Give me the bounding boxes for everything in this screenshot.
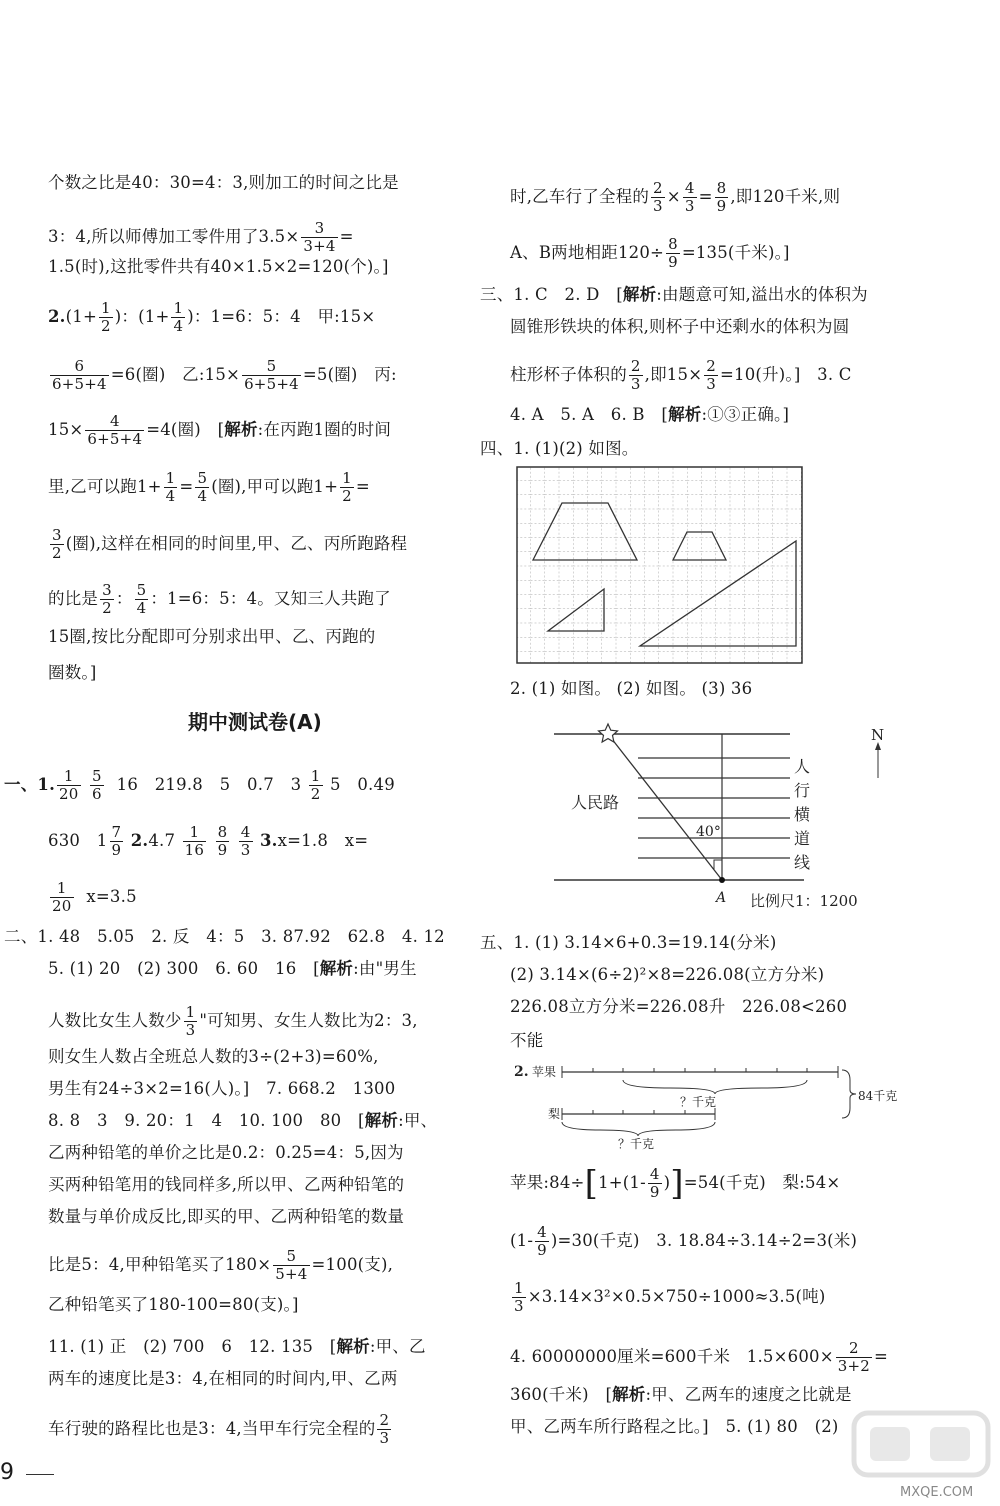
text-line: 15圈,按比分配即可分别求出甲、乙、丙跑的 [48,627,376,646]
fraction: $\frac{5}{5+4}$ [275,1247,308,1283]
fraction: $\frac{4}{6+5+4}$ [87,412,143,448]
text-line: 8. 8 3 9. 20：1 4 10. 100 80 [解析:甲、 [48,1111,438,1130]
text-line: 一、1. $\frac{1}{20}$ $\frac{5}{6}$ 16 219.8 5 0.7 3 $\frac{1}{2}$ 5 0.49 [4,767,395,803]
text-line: 车行驶的路程比也是3：4,当甲车行完全程的 $\frac{2}{3}$ [48,1411,390,1447]
text-line: 360(千米) [解析:甲、乙两车的速度之比就是 [510,1385,852,1404]
pear-label: 梨 [548,1107,561,1121]
segment-diagram [510,1060,910,1150]
fraction: $\frac{2}{3}$ [630,357,641,393]
map-crosswalk-label: 行 [794,781,811,800]
text-line: 不能 [510,1031,544,1050]
text-line: 数量与单价成反比,即买的甲、乙两种铅笔的数量 [48,1207,405,1226]
fraction: $\frac{3}{3+4}$ [303,219,336,255]
text-line: 个数之比是40：30=4：3,则加工的时间之比是 [48,173,399,192]
text-line: $\frac{1}{20}$ x=3.5 [52,879,137,915]
fraction: $\frac{2}{3}$ [379,1411,390,1447]
fraction: $\frac{5}{6}$ [91,767,102,803]
text-line: 乙两种铅笔的单价之比是0.2：0.25=4：5,因为 [48,1143,404,1162]
star-icon [599,724,618,742]
text-line: 的比是 $\frac{3}{2}$ ： $\frac{5}{4}$ ：1=6：5：4。又知三人共跑了 [48,581,391,617]
text-line: 苹果:84÷[1+(1- $\frac{4}{9}$ )]=54(千克) 梨:54× [510,1163,841,1204]
text-line: 时,乙车行了全程的 $\frac{2}{3}$ × $\frac{4}{3}$ = $\frac{8}{9}$ ,即120千米,则 [510,179,841,215]
text-line: (2) 3.14×(6÷2)²×8=226.08(立方分米) [510,965,825,984]
text-line: $\frac{1}{3}$ ×3.14×3²×0.5×750÷1000≈3.5(吨) [514,1279,826,1315]
total-label: 84千克 [858,1089,898,1103]
text-line: (1- $\frac{4}{9}$ )=30(千克) 3. 18.84÷3.14÷2=3(米) [510,1223,858,1259]
text-line: 则女生人数占全班总人数的3÷(2+3)=60%, [48,1047,379,1066]
text-line: 1.5(时),这批零件共有40×1.5×2=120(个)。] [48,257,389,276]
text-line: 男生有24÷3×2=16(人)。] 7. 668.2 1300 [48,1079,396,1098]
text-line: 买两种铅笔用的钱同样多,所以甲、乙两种铅笔的 [48,1175,405,1194]
grid-figure [516,466,806,664]
text-line: 630 1 $\frac{7}{9}$ 2.4.7 $\frac{1}{16}$ $\frac{8}{9}$ $\frac{4}{3}$ 3.x=1.8 x= [48,823,369,859]
fraction: $\frac{4}{3}$ [684,179,695,215]
text-line: $\frac{3}{2}$ (圈),这样在相同的时间里,甲、乙、丙所跑路程 [52,526,408,562]
fraction: $\frac{2}{3+2}$ [837,1339,871,1375]
scale-label: 比例尺1：1200 [750,892,858,910]
text-line: 人数比女生人数少 $\frac{1}{3}$ "可知男、女生人数比为2：3, [48,1003,418,1039]
map-figure [554,720,904,920]
text-line: 五、1. (1) 3.14×6+0.3=19.14(分米) [480,933,777,952]
fraction: $\frac{1}{3}$ [514,1279,524,1315]
fraction: $\frac{1}{2}$ [101,299,111,335]
text-line: 二、1. 48 5.05 2. 反 4：5 3. 87.92 62.8 4. 12 [4,927,445,946]
map-crosswalk-label: 线 [794,853,811,872]
fraction: $\frac{1}{20}$ [59,767,79,803]
question-label: ？千克 [680,1095,717,1109]
text-line: 226.08立方分米=226.08升 226.08<260 [510,997,848,1016]
fraction: $\frac{5}{4}$ [197,469,208,505]
text-line: 11. (1) 正 (2) 700 6 12. 135 [解析:甲、乙 [48,1337,426,1356]
fraction: $\frac{1}{4}$ [165,469,176,505]
fraction: $\frac{1}{2}$ [342,469,352,505]
text-line: A、B两地相距120÷ $\frac{8}{9}$ =135(千米)。] [510,235,790,271]
angle-label: 40° [696,824,721,840]
fraction: $\frac{5}{4}$ [136,581,147,617]
text-line: 4. A 5. A 6. B [解析:①③正确。] [510,405,790,424]
fraction: $\frac{8}{9}$ [668,235,678,271]
map-crosswalk-label: 横 [794,805,811,824]
text-line: 甲、乙两车所行路程之比。] 5. (1) 80 (2) [510,1417,839,1436]
map-crosswalk-label: 人 [794,757,811,776]
text-line: 圆锥形铁块的体积,则杯子中还剩水的体积为圆 [510,317,850,336]
fraction: $\frac{4}{3}$ [240,823,251,859]
text-line: 15× $\frac{4}{6+5+4}$ =4(圈) [解析:在丙跑1圈的时间 [48,412,392,448]
text-line: 三、1. C 2. D [解析:由题意可知,溢出水的体积为 [480,285,868,304]
fraction: $\frac{8}{9}$ [217,823,228,859]
fraction: $\frac{1}{2}$ [310,767,321,803]
fraction: $\frac{1}{3}$ [185,1003,196,1039]
section-heading: 期中测试卷(A) [188,710,322,734]
fraction: $\frac{5}{6+5+4}$ [244,357,299,393]
text-line: 里,乙可以跑1+ $\frac{1}{4}$ = $\frac{5}{4}$ (圈),甲可以跑1+ $\frac{1}{2}$ = [48,469,370,505]
text-line: 乙种铅笔买了180-100=80(支)。] [48,1295,299,1314]
north-label: N [871,726,885,744]
text-line: 柱形杯子体积的 $\frac{2}{3}$ ,即15× $\frac{2}{3}$ =10(升)。] 3. C [510,357,852,393]
point-label: A [716,890,727,906]
segment-number: 2. [514,1064,529,1080]
fraction: $\frac{7}{9}$ [111,823,122,859]
text-line: 2. (1) 如图。 (2) 如图。 (3) 36 [510,679,753,698]
text-line: 两车的速度比是3：4,在相同的时间内,甲、乙两 [48,1369,398,1388]
fraction: $\frac{2}{3}$ [653,179,663,215]
footer-divider [26,1474,54,1475]
fraction: $\frac{2}{3}$ [706,357,716,393]
text-line: $\frac{6}{6+5+4}$ =6(圈) 乙:15× $\frac{5}{6+5+4}$ =5(圈) 丙: [52,357,397,393]
text-line: 圈数。] [48,663,97,682]
map-road-label: 人民路 [571,793,620,812]
fraction: $\frac{1}{16}$ [184,823,205,859]
text-line: 4. 60000000厘米=600千米 1.5×600× $\frac{2}{3+2}$ = [510,1339,889,1375]
fraction: $\frac{1}{20}$ [52,879,72,915]
text-line: 四、1. (1)(2) 如图。 [480,439,639,458]
apple-label: 苹果 [532,1065,557,1079]
question-label: ？千克 [618,1137,655,1150]
fraction: $\frac{3}{2}$ [102,581,112,617]
fraction: $\frac{1}{4}$ [173,299,184,335]
text-line: 3：4,所以师傅加工零件用了3.5× $\frac{3}{3+4}$ = [48,219,354,255]
map-crosswalk-label: 道 [794,829,811,848]
text-line: 5. (1) 20 (2) 300 6. 60 16 [解析:由"男生 [48,959,417,978]
text-line: 2.(1+ $\frac{1}{2}$ )：(1+ $\frac{1}{4}$ )：1=6：5：4 甲:15× [48,299,376,335]
fraction: $\frac{6}{6+5+4}$ [52,357,107,393]
page-number: 9 [0,1460,14,1485]
fraction: $\frac{8}{9}$ [716,179,727,215]
watermark-text: MXQE.COM [900,1485,974,1500]
fraction: $\frac{3}{2}$ [52,526,62,562]
text-line: 比是5：4,甲种铅笔买了180× $\frac{5}{5+4}$ =100(支), [48,1247,394,1283]
fraction: $\frac{4}{9}$ [537,1223,547,1259]
fraction: $\frac{4}{9}$ [649,1165,660,1201]
